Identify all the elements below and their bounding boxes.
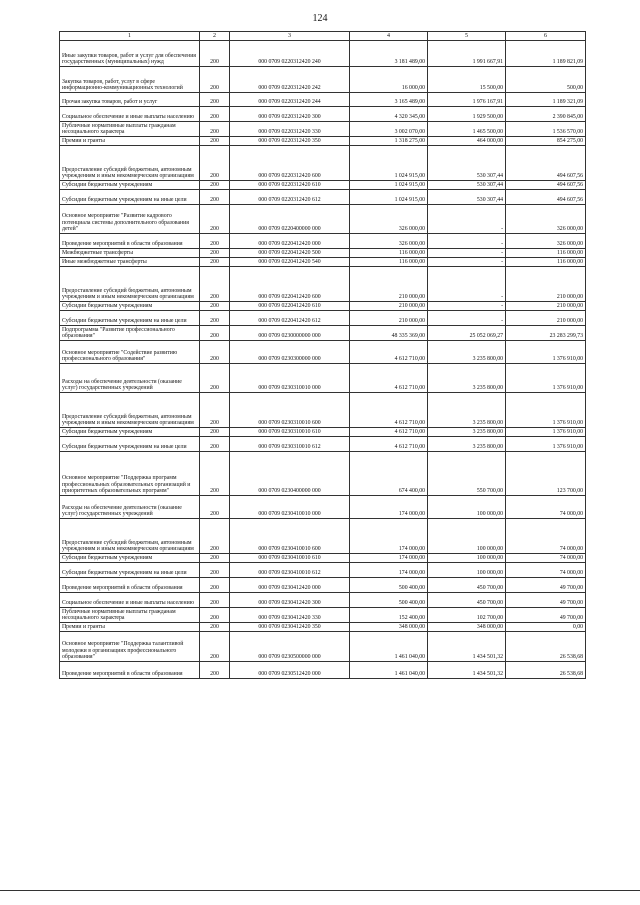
row-name: Предоставление субсидий бюджетным, автономным учреждениям и иным некоммерческим организациям [60, 519, 200, 554]
row-value-remaining: 2 390 845,00 [506, 107, 586, 122]
table-row [60, 234, 586, 249]
row-code: 200 [200, 302, 230, 311]
row-name: Субсидии бюджетным учреждениям [60, 554, 200, 563]
row-value-executed: 464 000,00 [428, 137, 506, 146]
row-code: 200 [200, 67, 230, 93]
row-kbk: 000 0709 0220312420 330 [230, 122, 350, 137]
table-row [60, 452, 586, 496]
row-code: 200 [200, 364, 230, 393]
row-name: Субсидии бюджетным учреждениям [60, 302, 200, 311]
row-value-executed: - [428, 258, 506, 267]
row-code: 200 [200, 190, 230, 205]
row-kbk: 000 0709 0230000000 000 [230, 326, 350, 341]
table-row [60, 519, 586, 554]
row-value-executed: 15 500,00 [428, 67, 506, 93]
column-header: 2 [200, 32, 230, 41]
row-name: Основное мероприятие "Развитие кадрового потенциала системы дополнительного образования детей" [60, 205, 200, 234]
table-row [60, 326, 586, 341]
row-value-total: 210 000,00 [350, 267, 428, 302]
row-value-remaining: 74 000,00 [506, 554, 586, 563]
row-value-total: 3 181 489,00 [350, 41, 428, 67]
table-row [60, 393, 586, 428]
row-value-total: 16 000,00 [350, 67, 428, 93]
row-name: Подпрограмма "Развитие профессионального образования" [60, 326, 200, 341]
table-row [60, 593, 586, 608]
row-kbk: 000 0709 0220312420 300 [230, 107, 350, 122]
row-kbk: 000 0709 0230412420 000 [230, 578, 350, 593]
row-name: Иные закупки товаров, работ и услуг для обеспечения государственных (муниципальных) нужд [60, 41, 200, 67]
row-name: Социальное обеспечение и иные выплаты населению [60, 107, 200, 122]
column-header: 6 [506, 32, 586, 41]
row-value-remaining: 494 607,56 [506, 190, 586, 205]
row-value-executed: 3 235 800,00 [428, 437, 506, 452]
row-value-remaining: 74 000,00 [506, 519, 586, 554]
row-value-executed: - [428, 234, 506, 249]
row-value-executed: 100 000,00 [428, 554, 506, 563]
row-code: 200 [200, 205, 230, 234]
row-value-executed: 1 991 667,91 [428, 41, 506, 67]
table-row [60, 632, 586, 662]
row-code: 200 [200, 428, 230, 437]
row-code: 200 [200, 122, 230, 137]
table-row [60, 623, 586, 632]
row-value-remaining: 116 000,00 [506, 258, 586, 267]
row-kbk: 000 0709 0230410010 610 [230, 554, 350, 563]
page-bottom-rule [0, 890, 640, 891]
row-value-executed: 1 929 500,00 [428, 107, 506, 122]
table-row [60, 563, 586, 578]
table-row [60, 93, 586, 107]
row-code: 200 [200, 326, 230, 341]
table-row [60, 428, 586, 437]
row-kbk: 000 0709 0230410010 612 [230, 563, 350, 578]
column-header: 5 [428, 32, 506, 41]
row-value-executed: - [428, 249, 506, 258]
row-code: 200 [200, 496, 230, 519]
row-name: Межбюджетные трансферты [60, 249, 200, 258]
row-value-remaining: 1 376 910,00 [506, 341, 586, 364]
row-kbk: 000 0709 0230410010 000 [230, 496, 350, 519]
row-value-remaining: 500,00 [506, 67, 586, 93]
row-name: Основное мероприятие "Содействие развитию профессионального образования" [60, 341, 200, 364]
row-code: 200 [200, 452, 230, 496]
row-value-total: 174 000,00 [350, 563, 428, 578]
row-kbk: 000 0709 0220412420 610 [230, 302, 350, 311]
column-header: 4 [350, 32, 428, 41]
row-name: Расходы на обеспечение деятельности (оказание услуг) государственных учреждений [60, 364, 200, 393]
table-row [60, 205, 586, 234]
row-value-total: 1 318 275,00 [350, 137, 428, 146]
row-kbk: 000 0709 0220312420 242 [230, 67, 350, 93]
row-value-remaining: 49 700,00 [506, 578, 586, 593]
page-number: 124 [312, 13, 328, 24]
row-value-executed: - [428, 267, 506, 302]
row-name: Проведение мероприятий в области образования [60, 234, 200, 249]
row-value-executed: 348 000,00 [428, 623, 506, 632]
row-name: Закупка товаров, работ, услуг в сфере информационно-коммуникационных технологий [60, 67, 200, 93]
row-value-total: 674 400,00 [350, 452, 428, 496]
row-value-remaining: 49 700,00 [506, 608, 586, 623]
row-name: Премии и гранты [60, 623, 200, 632]
row-name: Основное мероприятие "Поддержка талантливой молодежи в организациях профессионального образования" [60, 632, 200, 662]
row-value-total: 174 000,00 [350, 519, 428, 554]
row-value-total: 326 000,00 [350, 234, 428, 249]
row-value-remaining: 494 607,56 [506, 146, 586, 181]
row-value-executed: 530 307,44 [428, 146, 506, 181]
row-value-total: 174 000,00 [350, 554, 428, 563]
row-name: Премии и гранты [60, 137, 200, 146]
row-kbk: 000 0709 0230412420 330 [230, 608, 350, 623]
row-name: Субсидии бюджетным учреждениям на иные цели [60, 437, 200, 452]
row-kbk: 000 0709 0230512420 000 [230, 662, 350, 679]
table-row [60, 122, 586, 137]
row-value-remaining: 210 000,00 [506, 302, 586, 311]
table-row [60, 341, 586, 364]
row-value-remaining: 26 538,68 [506, 632, 586, 662]
row-value-total: 48 335 369,00 [350, 326, 428, 341]
row-value-remaining: 210 000,00 [506, 267, 586, 302]
row-code: 200 [200, 554, 230, 563]
row-kbk: 000 0709 0220312420 350 [230, 137, 350, 146]
table-row [60, 662, 586, 679]
row-name: Предоставление субсидий бюджетным, автономным учреждениям и иным некоммерческим организациям [60, 393, 200, 428]
row-value-remaining: 0,00 [506, 623, 586, 632]
row-kbk: 000 0709 0220412420 540 [230, 258, 350, 267]
row-value-total: 4 612 710,00 [350, 393, 428, 428]
row-value-executed: - [428, 205, 506, 234]
row-kbk: 000 0709 0230310010 612 [230, 437, 350, 452]
row-value-executed: 1 976 167,91 [428, 93, 506, 107]
table-row [60, 311, 586, 326]
table-row [60, 496, 586, 519]
row-code: 200 [200, 249, 230, 258]
table-row [60, 608, 586, 623]
table-body [60, 41, 586, 679]
row-value-total: 116 000,00 [350, 249, 428, 258]
row-value-total: 152 400,00 [350, 608, 428, 623]
row-code: 200 [200, 608, 230, 623]
row-kbk: 000 0709 0230300000 000 [230, 341, 350, 364]
row-value-executed: 530 307,44 [428, 190, 506, 205]
row-kbk: 000 0709 0220412420 500 [230, 249, 350, 258]
row-value-total: 326 000,00 [350, 205, 428, 234]
row-code: 200 [200, 593, 230, 608]
row-code: 200 [200, 662, 230, 679]
table-row [60, 267, 586, 302]
row-name: Субсидии бюджетным учреждениям на иные цели [60, 563, 200, 578]
row-value-executed: 25 052 069,27 [428, 326, 506, 341]
table-row [60, 302, 586, 311]
row-value-remaining: 1 376 910,00 [506, 428, 586, 437]
row-value-executed: 3 235 800,00 [428, 341, 506, 364]
row-code: 200 [200, 563, 230, 578]
row-value-remaining: 854 275,00 [506, 137, 586, 146]
table-row [60, 554, 586, 563]
row-kbk: 000 0709 0230310010 600 [230, 393, 350, 428]
row-value-executed: 530 307,44 [428, 181, 506, 190]
row-value-remaining: 1 376 910,00 [506, 393, 586, 428]
row-value-total: 1 024 915,00 [350, 190, 428, 205]
row-name: Расходы на обеспечение деятельности (оказание услуг) государственных учреждений [60, 496, 200, 519]
row-value-remaining: 1 189 321,09 [506, 93, 586, 107]
row-code: 200 [200, 137, 230, 146]
row-value-total: 1 024 915,00 [350, 181, 428, 190]
row-value-remaining: 74 000,00 [506, 563, 586, 578]
row-value-executed: 100 000,00 [428, 496, 506, 519]
row-kbk: 000 0709 0220412420 600 [230, 267, 350, 302]
row-value-total: 4 612 710,00 [350, 341, 428, 364]
row-value-remaining: 74 000,00 [506, 496, 586, 519]
row-value-remaining: 1 376 910,00 [506, 437, 586, 452]
row-value-executed: 3 235 800,00 [428, 364, 506, 393]
row-name: Основное мероприятие "Поддержка программ профессиональных образовательных организаций и приоритетных образовательных программ" [60, 452, 200, 496]
row-value-executed: 102 700,00 [428, 608, 506, 623]
row-value-remaining: 23 283 299,73 [506, 326, 586, 341]
table-row [60, 364, 586, 393]
row-code: 200 [200, 258, 230, 267]
budget-table [59, 31, 586, 679]
row-code: 200 [200, 41, 230, 67]
row-value-total: 3 165 489,00 [350, 93, 428, 107]
row-value-total: 4 612 710,00 [350, 437, 428, 452]
row-code: 200 [200, 578, 230, 593]
table-row [60, 146, 586, 181]
row-kbk: 000 0709 0220412420 612 [230, 311, 350, 326]
row-kbk: 000 0709 0220412420 000 [230, 234, 350, 249]
row-name: Субсидии бюджетным учреждениям [60, 428, 200, 437]
table-row [60, 437, 586, 452]
row-value-executed: 1 465 500,00 [428, 122, 506, 137]
row-kbk: 000 0709 0220400000 000 [230, 205, 350, 234]
row-kbk: 000 0709 0220312420 600 [230, 146, 350, 181]
row-kbk: 000 0709 0220312420 610 [230, 181, 350, 190]
row-value-remaining: 1 189 821,09 [506, 41, 586, 67]
row-value-total: 1 461 040,00 [350, 662, 428, 679]
row-value-total: 210 000,00 [350, 311, 428, 326]
row-value-executed: 450 700,00 [428, 593, 506, 608]
row-code: 200 [200, 519, 230, 554]
row-name: Проведение мероприятий в области образования [60, 578, 200, 593]
row-kbk: 000 0709 0230410010 600 [230, 519, 350, 554]
row-code: 200 [200, 341, 230, 364]
row-value-remaining: 1 376 910,00 [506, 364, 586, 393]
table-row [60, 107, 586, 122]
row-kbk: 000 0709 0220312420 240 [230, 41, 350, 67]
row-kbk: 000 0709 0220312420 612 [230, 190, 350, 205]
row-value-executed: 1 434 501,32 [428, 632, 506, 662]
table-row [60, 67, 586, 93]
table-row [60, 181, 586, 190]
table-row [60, 41, 586, 67]
table-row [60, 190, 586, 205]
row-value-executed: 550 700,00 [428, 452, 506, 496]
row-kbk: 000 0709 0230412420 350 [230, 623, 350, 632]
row-value-total: 4 320 345,00 [350, 107, 428, 122]
row-code: 200 [200, 267, 230, 302]
row-code: 200 [200, 93, 230, 107]
row-value-remaining: 494 607,56 [506, 181, 586, 190]
row-value-remaining: 1 536 570,00 [506, 122, 586, 137]
row-value-executed: 450 700,00 [428, 578, 506, 593]
row-value-executed: 3 235 800,00 [428, 428, 506, 437]
row-code: 200 [200, 234, 230, 249]
row-code: 200 [200, 393, 230, 428]
row-name: Прочая закупка товаров, работ и услуг [60, 93, 200, 107]
row-kbk: 000 0709 0230400000 000 [230, 452, 350, 496]
row-code: 200 [200, 146, 230, 181]
row-value-executed: 1 434 501,32 [428, 662, 506, 679]
table-header-row [60, 32, 586, 41]
row-value-total: 116 000,00 [350, 258, 428, 267]
row-value-total: 4 612 710,00 [350, 364, 428, 393]
row-value-remaining: 210 000,00 [506, 311, 586, 326]
table-row [60, 137, 586, 146]
row-value-total: 4 612 710,00 [350, 428, 428, 437]
row-value-total: 500 400,00 [350, 578, 428, 593]
column-header: 3 [230, 32, 350, 41]
table-row [60, 249, 586, 258]
row-name: Субсидии бюджетным учреждениям на иные цели [60, 190, 200, 205]
row-value-executed: - [428, 302, 506, 311]
row-value-total: 3 002 070,00 [350, 122, 428, 137]
row-value-total: 1 461 040,00 [350, 632, 428, 662]
row-value-remaining: 326 000,00 [506, 234, 586, 249]
row-code: 200 [200, 437, 230, 452]
row-name: Публичные нормативные выплаты гражданам несоциального характера [60, 608, 200, 623]
row-value-remaining: 116 000,00 [506, 249, 586, 258]
row-value-total: 500 400,00 [350, 593, 428, 608]
row-name: Социальное обеспечение и иные выплаты населению [60, 593, 200, 608]
column-header: 1 [60, 32, 200, 41]
row-value-remaining: 49 700,00 [506, 593, 586, 608]
row-value-total: 174 000,00 [350, 496, 428, 519]
row-name: Субсидии бюджетным учреждениям на иные цели [60, 311, 200, 326]
row-value-remaining: 326 000,00 [506, 205, 586, 234]
row-name: Предоставление субсидий бюджетным, автономным учреждениям и иным некоммерческим организациям [60, 146, 200, 181]
row-kbk: 000 0709 0230310010 000 [230, 364, 350, 393]
row-name: Иные межбюджетные трансферты [60, 258, 200, 267]
row-name: Публичные нормативные выплаты гражданам несоциального характера [60, 122, 200, 137]
row-kbk: 000 0709 0230310010 610 [230, 428, 350, 437]
row-name: Предоставление субсидий бюджетным, автономным учреждениям и иным некоммерческим организациям [60, 267, 200, 302]
row-value-executed: 100 000,00 [428, 519, 506, 554]
row-value-executed: 100 000,00 [428, 563, 506, 578]
row-value-remaining: 26 538,68 [506, 662, 586, 679]
table-row [60, 578, 586, 593]
row-kbk: 000 0709 0230500000 000 [230, 632, 350, 662]
row-code: 200 [200, 181, 230, 190]
row-code: 200 [200, 311, 230, 326]
row-kbk: 000 0709 0220312420 244 [230, 93, 350, 107]
row-kbk: 000 0709 0230412420 300 [230, 593, 350, 608]
row-value-executed: - [428, 311, 506, 326]
table-row [60, 258, 586, 267]
row-value-total: 348 000,00 [350, 623, 428, 632]
row-code: 200 [200, 107, 230, 122]
row-code: 200 [200, 623, 230, 632]
row-name: Проведение мероприятий в области образования [60, 662, 200, 679]
row-code: 200 [200, 632, 230, 662]
row-name: Субсидии бюджетным учреждениям [60, 181, 200, 190]
row-value-total: 210 000,00 [350, 302, 428, 311]
row-value-executed: 3 235 800,00 [428, 393, 506, 428]
row-value-total: 1 024 915,00 [350, 146, 428, 181]
row-value-remaining: 123 700,00 [506, 452, 586, 496]
